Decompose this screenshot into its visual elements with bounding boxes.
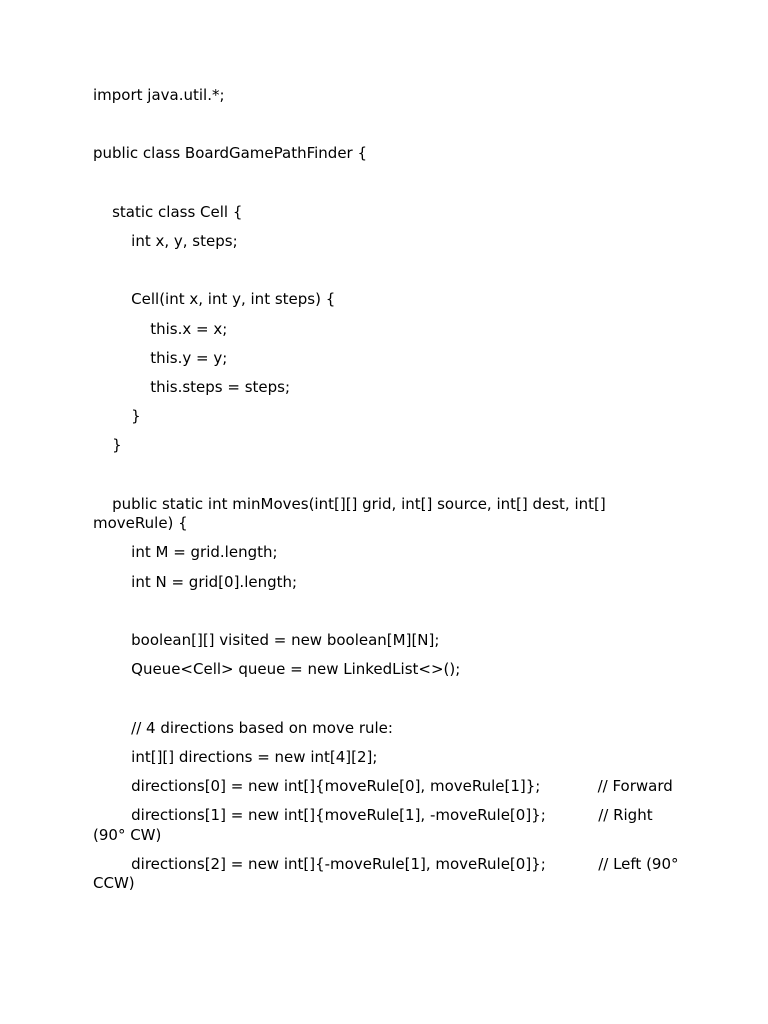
code-line: static class Cell { xyxy=(93,202,243,221)
code-line: } xyxy=(93,407,141,426)
code-line: directions[2] = new int[]{-moveRule[1], moveRule[0]}; // Left (90° CCW) xyxy=(93,854,684,893)
code-line: int M = grid.length; xyxy=(93,543,278,562)
code-line: directions[0] = new int[]{moveRule[0], moveRule[1]}; // Forward xyxy=(93,776,673,795)
code-line: // 4 directions based on move rule: xyxy=(93,718,393,737)
code-line: Cell(int x, int y, int steps) { xyxy=(93,290,336,309)
code-line: this.y = y; xyxy=(93,348,228,367)
code-block xyxy=(93,86,683,894)
code-line: int x, y, steps; xyxy=(93,231,238,250)
code-line: } xyxy=(93,436,122,455)
code-line: int N = grid[0].length; xyxy=(93,572,298,591)
code-line: Queue<Cell> queue = new LinkedList<>(); xyxy=(93,660,461,679)
code-line: boolean[][] visited = new boolean[M][N]; xyxy=(93,630,440,649)
code-line: this.x = x; xyxy=(93,319,228,338)
code-line: public static int minMoves(int[][] grid, int[] source, int[] dest, int[] moveRule) { xyxy=(93,494,611,533)
code-line: directions[1] = new int[]{moveRule[1], -moveRule[0]}; // Right (90° CW) xyxy=(93,806,658,844)
code-line: public class BoardGamePathFinder { xyxy=(93,144,368,163)
code-line: int[][] directions = new int[4][2]; xyxy=(93,747,378,766)
code-line: import java.util.*; xyxy=(93,86,225,104)
code-line: this.steps = steps; xyxy=(93,377,291,396)
